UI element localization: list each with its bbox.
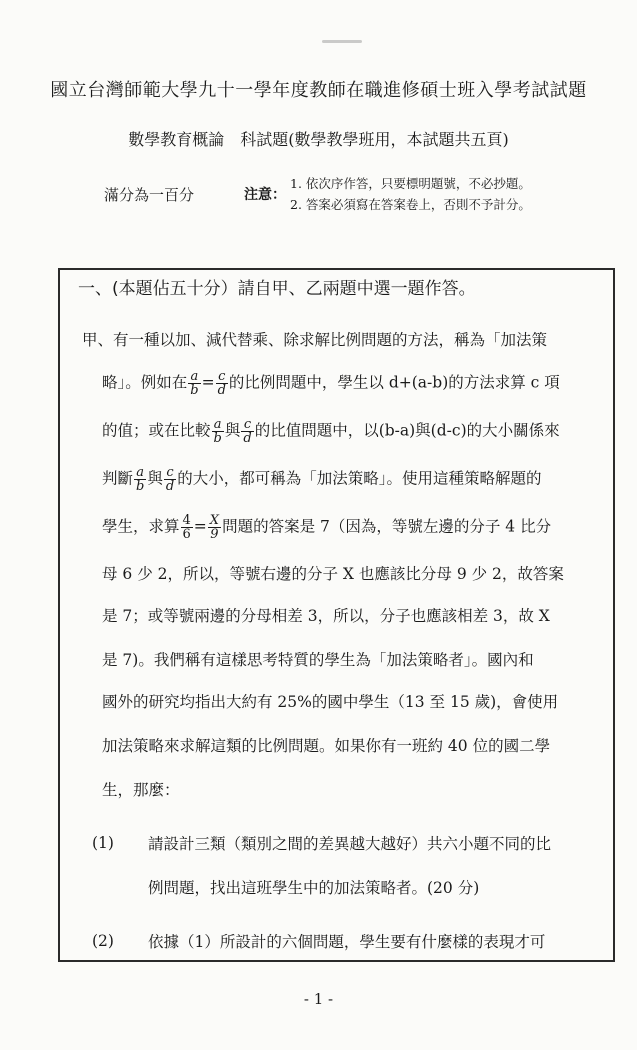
sub-question-text: 依據（1）所設計的六個問題，學生要有什麼樣的表現才可 [148, 933, 546, 951]
fraction-four-over-six: $\frac{4}{6}$ [182, 513, 191, 542]
fraction-c-over-d: $\frac{c}{d}$ [243, 417, 252, 446]
page-number: - 1 - [303, 990, 334, 1008]
question-text-line: 國外的研究均指出大約有 25%的國中學生（13 至 15 歲)，會使用 [102, 693, 559, 711]
total-score: 滿分為一百分 [104, 186, 195, 204]
question-heading: 一、(本題佔五十分）請自甲、乙兩題中選一題作答。 [78, 279, 476, 299]
question-text-line: 甲、有一種以加、減代替乘、除求解比例問題的方法，稱為「加法策 [82, 331, 548, 349]
question-text-line: 略」。例如在 $\frac{a}{b}$ = $\frac{c}{d}$ 的比例問題中，學生以 d+(a-b)的方法求算 c 項 [102, 369, 560, 398]
question-text-line: 生，那麼： [102, 781, 180, 799]
question-text-line: 加法策略來求解這類的比例問題。如果你有一班約 40 位的國二學 [102, 737, 551, 755]
fraction-c-over-d: $\frac{c}{d}$ [217, 369, 226, 398]
notice-item: 1. 依次序作答，只要標明題號，不必抄題。 [290, 176, 531, 191]
sub-question-number: (2) [92, 932, 114, 950]
notice-list [290, 173, 531, 215]
notice-item: 2. 答案必須寫在答案卷上，否則不予計分。 [290, 197, 531, 212]
fraction-a-over-b: $\frac{a}{b}$ [190, 369, 199, 398]
sub-question-text: 請設計三類（類別之間的差異越大越好）共六小題不同的比 [148, 835, 552, 853]
notice-label: 注意： [244, 187, 286, 203]
question-text-line: 判斷 $\frac{a}{b}$ 與 $\frac{c}{d}$ 的大小，都可稱為「加法策略」。使用這種策略解題的 [102, 465, 542, 494]
sub-question-text: 例問題，找出這班學生中的加法策略者。(20 分) [148, 879, 480, 897]
fraction-a-over-b: $\frac{a}{b}$ [136, 465, 145, 494]
scan-artifact [322, 40, 362, 43]
question-text-line: 學生，求算 $\frac{4}{6}$ = $\frac{X}{9}$ 問題的答案是 7（因為，等號左邊的分子 4 比分 [102, 513, 552, 542]
exam-title: 國立台灣師範大學九十一學年度教師在職進修碩士班入學考試試題 [50, 80, 587, 101]
fraction-c-over-d: $\frac{c}{d}$ [165, 465, 175, 494]
exam-subject: 數學教育概論 科試題(數學教學班用，本試題共五頁) [128, 130, 509, 149]
question-text-line: 母 6 少 2，所以，等號右邊的分子 X 也應該比分母 9 少 2，故答案 [102, 565, 564, 583]
sub-question-number: (1) [92, 834, 114, 852]
fraction-a-over-b: $\frac{a}{b}$ [213, 417, 222, 446]
question-text-line: 的值；或在比較 $\frac{a}{b}$ 與 $\frac{c}{d}$ 的比值問題中，以(b-a)與(d-c)的大小關係來 [102, 417, 560, 446]
fraction-x-over-nine: $\frac{X}{9}$ [209, 513, 220, 542]
question-text-line: 是 7；或等號兩邊的分母相差 3，所以，分子也應該相差 3，故 X [102, 607, 550, 625]
question-text-line: 是 7)。我們稱有這樣思考特質的學生為「加法策略者」。國內和 [102, 651, 534, 669]
